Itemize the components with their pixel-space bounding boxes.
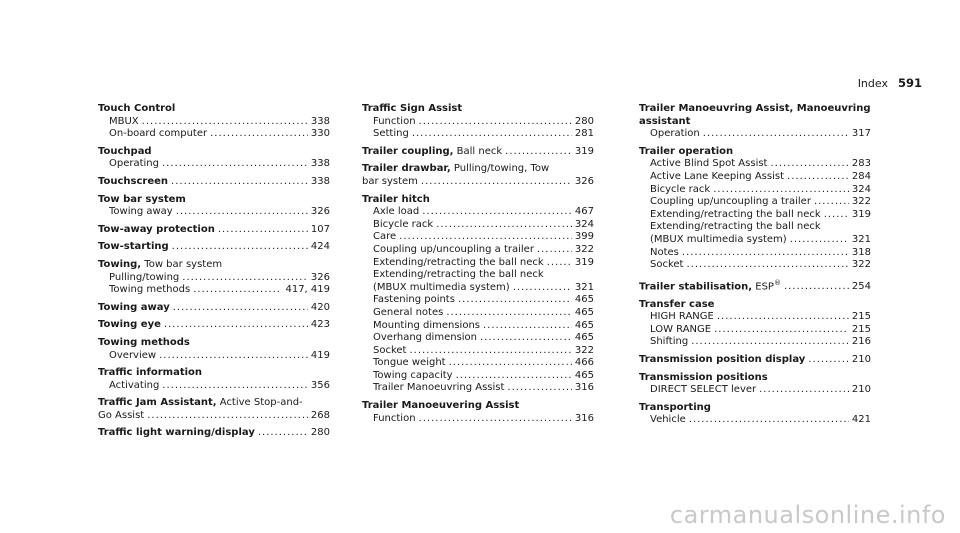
page-ref: 324 — [851, 183, 871, 195]
sub-entry[interactable]: Pulling/towing ..... 326 — [98, 272, 330, 285]
sub-entry[interactable]: HIGH RANGE ..... 215 — [639, 311, 871, 324]
entry-line[interactable] — [98, 427, 330, 440]
sub-entry[interactable]: Mounting dimensions ..... 465 — [362, 320, 594, 333]
index-entry — [639, 299, 871, 349]
registered-mark: ® — [773, 278, 781, 287]
sub-entry[interactable]: Function ..... 280 — [362, 116, 594, 129]
entry-heading: Trailer Manoeuvring Assist, Manoeuvring — [639, 103, 871, 114]
entry-line[interactable] — [639, 354, 871, 367]
index-entry — [362, 194, 594, 396]
sub-entry[interactable]: Overhang dimension ..... 465 — [362, 332, 594, 345]
entry-heading: Trailer Manoeuvering Assist — [362, 400, 520, 412]
page-ref: 283 — [851, 158, 871, 170]
page-ref: 254 — [851, 281, 871, 293]
page-ref: 321 — [851, 233, 871, 245]
entry-heading: Transfer case — [639, 298, 715, 310]
page-ref: 215 — [851, 311, 871, 323]
entry-line[interactable] — [98, 302, 330, 315]
page-ref: 419 — [310, 349, 330, 361]
page-ref: 268 — [310, 409, 330, 421]
page-ref: 424 — [310, 241, 330, 253]
entry-heading: Touchscreen — [98, 175, 169, 187]
page-ref: 467 — [574, 206, 594, 218]
entry-heading: Trailer hitch — [362, 193, 430, 205]
entry-heading: Trailer drawbar, — [362, 163, 451, 175]
entry-line[interactable] — [98, 319, 330, 332]
entry-line[interactable] — [98, 224, 330, 237]
page-ref: 216 — [851, 336, 871, 348]
index-entry — [98, 427, 330, 440]
page-ref: 210 — [851, 384, 871, 396]
entry-heading: Tow bar system — [98, 193, 186, 205]
index-entry — [639, 402, 871, 427]
index-column-1 — [98, 103, 330, 445]
entry-line[interactable] — [98, 241, 330, 254]
entry-heading: Touch Control — [98, 103, 176, 114]
entry-heading: Towing eye — [98, 319, 161, 331]
index-entry — [639, 277, 871, 294]
sub-entry[interactable]: Extending/retracting the ball neck ..... 319 — [362, 257, 594, 270]
entry-line[interactable]: Trailer coupling, Ball neck ..... 319 — [362, 146, 594, 159]
page-ref: 338 — [310, 115, 330, 127]
index-entry — [98, 103, 330, 141]
index-entry — [639, 372, 871, 397]
index-entry — [98, 224, 330, 237]
page-ref: 465 — [574, 306, 594, 318]
entry-heading: Towing methods — [98, 336, 190, 348]
entry-line[interactable]: Trailer stabilisation, ESP® ..... 254 — [639, 277, 871, 294]
sub-entry[interactable]: Bicycle rack ..... 324 — [362, 219, 594, 232]
page-ref: 316 — [574, 382, 594, 394]
page-ref: 317 — [851, 128, 871, 140]
sub-entry[interactable]: DIRECT SELECT lever ..... 210 — [639, 384, 871, 397]
page-ref: 465 — [574, 369, 594, 381]
index-entry — [98, 146, 330, 171]
entry-heading: Towing away — [98, 301, 170, 313]
sub-entry[interactable]: Function ..... 316 — [362, 413, 594, 426]
page-ref: 465 — [574, 294, 594, 306]
index-column-3 — [639, 103, 871, 432]
sub-entry[interactable]: Extending/retracting the ball neck ..... 319 — [639, 209, 871, 222]
entry-heading: Trailer coupling, — [362, 145, 454, 157]
entry-heading: Tow-starting — [98, 241, 169, 253]
page-ref: 316 — [574, 412, 594, 424]
sub-entry[interactable]: Operating ..... 338 — [98, 158, 330, 171]
entry-heading: Trailer operation — [639, 145, 734, 157]
sub-entry[interactable]: (MBUX multimedia system) ..... 321 — [362, 282, 594, 295]
page-ref: 330 — [310, 128, 330, 140]
page-ref: 280 — [574, 115, 594, 127]
entry-heading: Towing, — [98, 258, 142, 270]
page-ref: 326 — [310, 271, 330, 283]
page-ref: 210 — [851, 354, 871, 366]
entry-line[interactable] — [98, 176, 330, 189]
entry-heading: Traffic Jam Assistant, — [98, 397, 217, 409]
page-ref: 338 — [310, 175, 330, 187]
entry-heading: Traffic light warning/display — [98, 427, 255, 439]
index-entry — [362, 103, 594, 141]
sub-entry[interactable]: Shifting ..... 216 — [639, 336, 871, 349]
page-ref: 321 — [574, 281, 594, 293]
sub-entry[interactable]: (MBUX multimedia system) ..... 321 — [639, 234, 871, 247]
entry-heading: Transporting — [639, 401, 711, 413]
page-header — [858, 76, 922, 90]
entry-line[interactable]: Go Assist ..... 268 — [98, 410, 330, 423]
sub-entry[interactable]: Operation ..... 317 — [639, 128, 871, 141]
page-ref: 280 — [310, 427, 330, 439]
page-ref: 284 — [851, 170, 871, 182]
entry-line: Towing, Tow bar system — [98, 258, 223, 270]
section-label: Index — [857, 77, 888, 90]
entry-heading: Trailer stabilisation, — [639, 281, 753, 293]
index-entry — [98, 367, 330, 392]
sub-entry[interactable]: Socket ..... 322 — [362, 345, 594, 358]
page-ref: 322 — [574, 344, 594, 356]
entry-heading-cont: assistant — [639, 115, 691, 127]
sub-entry[interactable]: LOW RANGE ..... 215 — [639, 324, 871, 337]
sub-entry[interactable]: Axle load ..... 467 — [362, 206, 594, 219]
page-ref: 319 — [574, 145, 594, 157]
sub-entry[interactable]: Socket ..... 322 — [639, 259, 871, 272]
index-entry — [98, 319, 330, 332]
entry-heading: Transmission position display — [639, 354, 806, 366]
sub-entry[interactable]: Trailer Manoeuvring Assist ..... 316 — [362, 382, 594, 395]
sub-entry[interactable]: Coupling up/uncoupling a trailer ..... 322 — [362, 244, 594, 257]
entry-heading: Transmission positions — [639, 371, 768, 383]
sub-entry[interactable]: Activating ..... 356 — [98, 380, 330, 393]
sub-entry[interactable]: Care ..... 399 — [362, 231, 594, 244]
page-ref: 326 — [574, 175, 594, 187]
sub-entry[interactable]: Notes ..... 318 — [639, 247, 871, 260]
sub-entry[interactable]: Towing capacity ..... 465 — [362, 370, 594, 383]
page-number: 591 — [897, 76, 922, 90]
page-ref: 465 — [574, 319, 594, 331]
page-ref: 322 — [574, 243, 594, 255]
sub-entry[interactable]: Towing away ..... 326 — [98, 206, 330, 219]
sub-entry[interactable]: Active Lane Keeping Assist ..... 284 — [639, 171, 871, 184]
page-ref: 417, 419 — [285, 284, 330, 296]
index-entry — [98, 176, 330, 189]
sub-entry[interactable]: MBUX ..... 338 — [98, 116, 330, 129]
index-entry — [98, 397, 330, 422]
entry-heading: Traffic Sign Assist — [362, 103, 463, 114]
index-entry — [639, 103, 871, 141]
sub-entry[interactable]: Towing methods ..... 417, 419 — [98, 284, 330, 297]
index-entry — [362, 400, 594, 425]
watermark: carmanualsonline.info — [669, 501, 946, 529]
page-ref: 319 — [851, 208, 871, 220]
page-ref: 324 — [574, 218, 594, 230]
page-ref: 107 — [310, 223, 330, 235]
index-column-2 — [362, 103, 594, 430]
page-ref: 215 — [851, 323, 871, 335]
entry-heading: Touchpad — [98, 145, 152, 157]
sub-entry[interactable]: Tongue weight ..... 466 — [362, 357, 594, 370]
sub-entry[interactable]: On-board computer ..... 330 — [98, 128, 330, 141]
page-ref: 319 — [574, 256, 594, 268]
sub-entry-text: Extending/retracting the ball neck — [373, 269, 544, 281]
entry-line[interactable]: bar system ..... 326 — [362, 176, 594, 189]
index-entry — [98, 241, 330, 254]
index-entry — [639, 146, 871, 272]
page-ref: 318 — [851, 246, 871, 258]
page-ref: 322 — [851, 259, 871, 271]
page-ref: 465 — [574, 332, 594, 344]
page-ref: 326 — [310, 206, 330, 218]
page-ref: 466 — [574, 357, 594, 369]
page-ref: 338 — [310, 158, 330, 170]
entry-line: Trailer drawbar, Pulling/towing, Tow — [362, 163, 550, 175]
index-entry — [98, 259, 330, 297]
index-entry — [639, 354, 871, 367]
entry-line: Traffic Jam Assistant, Active Stop-and- — [98, 397, 303, 409]
sub-entry[interactable]: Bicycle rack ..... 324 — [639, 184, 871, 197]
index-entry — [362, 146, 594, 159]
sub-entry[interactable]: Coupling up/uncoupling a trailer ..... 322 — [639, 196, 871, 209]
sub-entry[interactable]: Overview ..... 419 — [98, 350, 330, 363]
sub-entry[interactable]: General notes ..... 465 — [362, 307, 594, 320]
entry-heading: Traffic information — [98, 367, 203, 379]
entry-heading: Tow-away protection — [98, 223, 215, 235]
sub-entry[interactable]: Setting ..... 281 — [362, 128, 594, 141]
sub-entry[interactable]: Vehicle ..... 421 — [639, 414, 871, 427]
index-entry — [98, 302, 330, 315]
page-ref: 281 — [574, 128, 594, 140]
sub-entry-text: Extending/retracting the ball neck — [650, 221, 821, 233]
index-entry — [98, 194, 330, 219]
index-entry — [362, 163, 594, 188]
page-ref: 356 — [310, 379, 330, 391]
page-ref: 322 — [851, 196, 871, 208]
page-ref: 420 — [310, 301, 330, 313]
index-entry — [98, 337, 330, 362]
page-ref: 423 — [310, 319, 330, 331]
page-ref: 421 — [851, 414, 871, 426]
sub-entry[interactable]: Fastening points ..... 465 — [362, 294, 594, 307]
sub-entry[interactable]: Active Blind Spot Assist ..... 283 — [639, 158, 871, 171]
page-ref: 399 — [574, 231, 594, 243]
